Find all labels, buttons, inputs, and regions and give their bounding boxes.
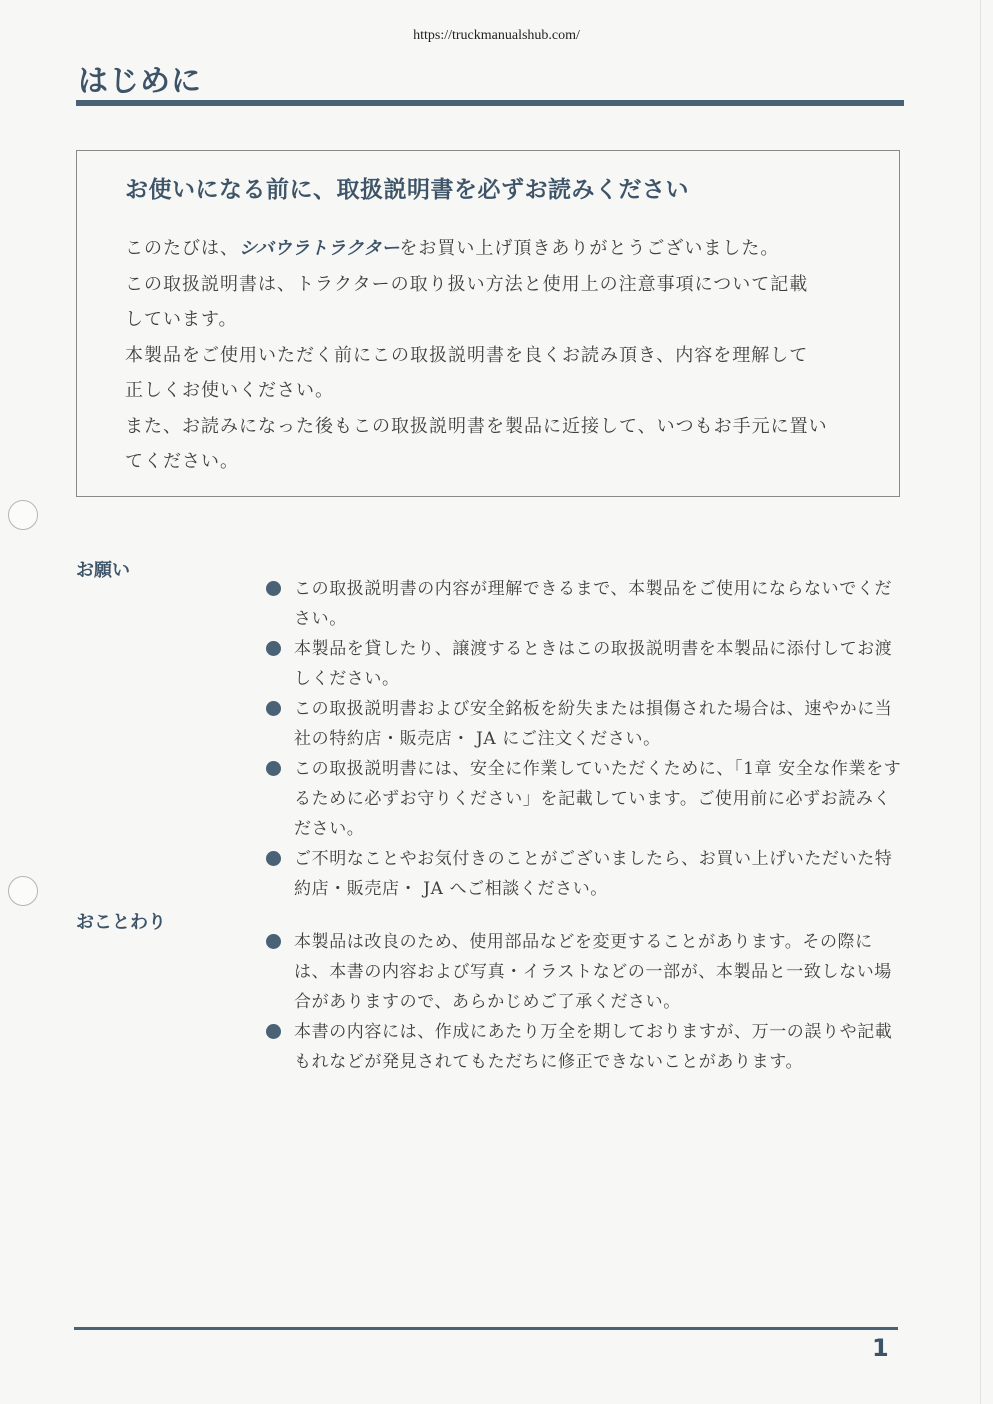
page-title: はじめに bbox=[78, 64, 202, 99]
bullet-icon bbox=[266, 701, 281, 716]
list-item-text: この取扱説明書および安全銘板を紛失または損傷された場合は、速やかに当社の特約店・販売店・ JA にご注文ください。 bbox=[294, 699, 893, 749]
bottom-rule bbox=[74, 1327, 898, 1330]
list-item-text: この取扱説明書には、安全に作業していただくために、「1章 安全な作業をするために必ずお守りください」を記載しています。ご使用前に必ずお読みください。 bbox=[294, 759, 902, 839]
requests-label: お願い bbox=[76, 560, 130, 581]
notice-line: 本製品をご使用いただく前にこの取扱説明書を良くお読み頂き、内容を理解して bbox=[125, 344, 809, 366]
page-edge-shadow bbox=[980, 0, 981, 1404]
notice-line: しています。 bbox=[125, 309, 238, 330]
notice-line: この取扱説明書は、トラクターの取り扱い方法と使用上の注意事項について記載 bbox=[125, 273, 809, 295]
requests-list bbox=[264, 574, 904, 904]
list-item-text: 本製品を貸したり、譲渡するときはこの取扱説明書を本製品に添付してお渡しください。 bbox=[294, 639, 893, 689]
punch-hole-bottom bbox=[8, 876, 38, 906]
disclaimers-list bbox=[264, 927, 904, 1077]
notice-line: てください。 bbox=[125, 451, 239, 472]
list-item-text: 本製品は改良のため、使用部品などを変更することがあります。その際には、本書の内容および写真・イラストなどの一部が、本製品と一致しない場合がありますので、あらかじめご了承ください。 bbox=[294, 932, 892, 1012]
bullet-icon bbox=[266, 851, 281, 866]
list-item bbox=[264, 844, 904, 904]
bullet-icon bbox=[266, 761, 281, 776]
bullet-icon bbox=[266, 581, 281, 596]
punch-hole-top bbox=[8, 500, 38, 530]
list-item-text: ご不明なことやお気付きのことがございましたら、お買い上げいただいた特約店・販売店・ JA へご相談ください。 bbox=[294, 849, 893, 899]
notice-text: をお買い上げ頂きありがとうございました。 bbox=[399, 238, 780, 259]
brand-logo-text: シバウラトラクター bbox=[239, 238, 400, 259]
list-item bbox=[264, 927, 904, 1017]
source-url: https://truckmanualshub.com/ bbox=[413, 28, 580, 43]
bullet-icon bbox=[266, 1024, 281, 1039]
bullet-icon bbox=[266, 934, 281, 949]
notice-line: 正しくお使いください。 bbox=[125, 380, 334, 401]
page-number: 1 bbox=[872, 1334, 889, 1362]
notice-line: また、お読みになった後もこの取扱説明書を製品に近接して、いつもお手元に置い bbox=[125, 415, 828, 437]
notice-line bbox=[125, 231, 865, 267]
list-item bbox=[264, 1017, 904, 1077]
disclaimers-label: おことわり bbox=[76, 912, 166, 933]
list-item bbox=[264, 574, 904, 634]
list-item-text: この取扱説明書の内容が理解できるまで、本製品をご使用にならないでください。 bbox=[294, 579, 893, 629]
title-rule bbox=[76, 100, 904, 106]
list-item bbox=[264, 694, 904, 754]
list-item-text: 本書の内容には、作成にあたり万全を期しておりますが、万一の誤りや記載もれなどが発見されてもただちに修正できないことがあります。 bbox=[294, 1022, 893, 1072]
notice-text: このたびは、 bbox=[125, 238, 239, 259]
bullet-icon bbox=[266, 641, 281, 656]
notice-heading: お使いになる前に、取扱説明書を必ずお読みください bbox=[125, 177, 689, 203]
notice-box bbox=[76, 150, 900, 497]
notice-body bbox=[125, 231, 865, 480]
list-item bbox=[264, 634, 904, 694]
list-item bbox=[264, 754, 904, 844]
